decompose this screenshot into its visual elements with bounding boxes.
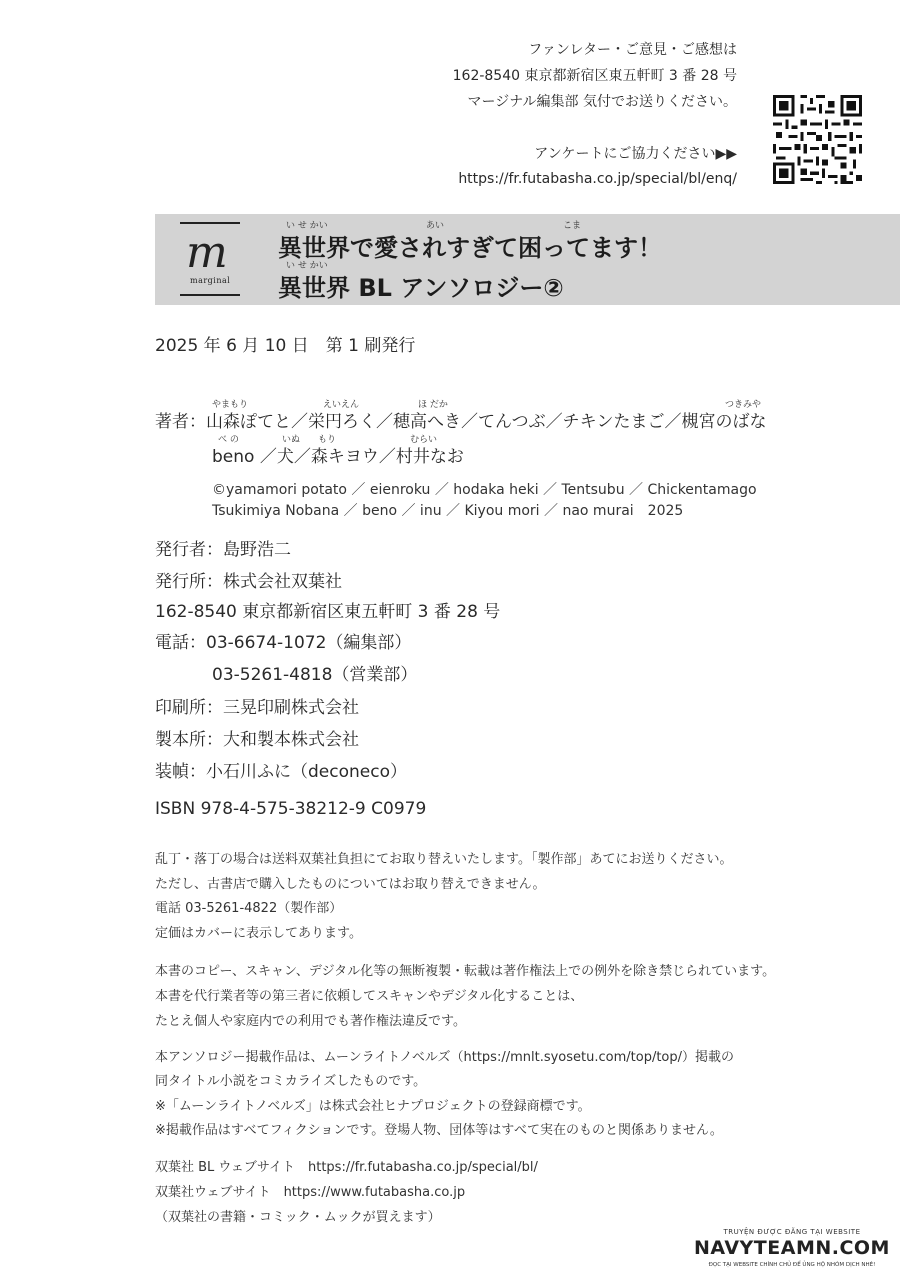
note-line: ※掲載作品はすべてフィクションです。登場人物、団体等はすべて実在のものと関係ありません。 bbox=[155, 1123, 723, 1138]
issuer: 発行者：島野浩二 bbox=[155, 540, 291, 560]
note-line: ただし、古書店で購入したものについてはお取り替えできません。 bbox=[155, 877, 546, 892]
note-line: 本書を代行業者等の第三者に依頼してスキャンやデジタル化することは、 bbox=[155, 989, 584, 1004]
ruby-beno: べ の bbox=[218, 435, 239, 445]
ruby-eien: えいえん bbox=[323, 400, 360, 410]
note-line: 本アンソロジー掲載作品は、ムーンライトノベルズ（https://mnlt.syosetu.com/top/top/）掲載の bbox=[155, 1050, 735, 1065]
copyright-line-2: Tsukimiya Nobana ／ beno ／ inu ／ Kiyou mori ／ nao murai 2025 bbox=[212, 503, 684, 519]
fan-letter-line-1: ファンレター・ご意見・ご感想は bbox=[528, 42, 737, 58]
note-line: 定価はカバーに表示してあります。 bbox=[155, 926, 362, 941]
ruby-murai: むらい bbox=[410, 435, 438, 445]
ruby-koma: こま bbox=[563, 221, 582, 231]
authors-line-1: 著者：山森ぽてと／栄円ろく／穂高へき／てんつぶ／チキンたまご／槻宮のばな bbox=[155, 412, 767, 432]
survey-url[interactable]: https://fr.futabasha.co.jp/special/bl/enq/ bbox=[458, 171, 737, 187]
note-line: 同タイトル小説をコミカライズしたものです。 bbox=[155, 1074, 427, 1089]
publishing-company: 発行所：株式会社双葉社 bbox=[155, 572, 342, 592]
ruby-isekai: い せ かい bbox=[286, 221, 328, 231]
phone-sales: 03-5261-4818（営業部） bbox=[212, 665, 418, 685]
survey-prompt: アンケートにご協力ください▶▶ bbox=[534, 146, 737, 162]
printer: 印刷所：三晃印刷株式会社 bbox=[155, 698, 359, 718]
note-line: ※「ムーンライトノベルズ」は株式会社ヒナプロジェクトの登録商標です。 bbox=[155, 1099, 591, 1114]
book-title-line-1: 異世界で愛されすぎて困ってます！ bbox=[278, 234, 662, 262]
ruby-tsukimiya: つきみや bbox=[725, 400, 762, 410]
ruby-isekai-2: い せ かい bbox=[286, 261, 328, 271]
qr-code-icon[interactable] bbox=[773, 95, 862, 184]
ruby-ai: あい bbox=[426, 221, 445, 231]
copyright-line-1: ©yamamori potato ／ eienroku ／ hodaka heki ／ Tentsubu ／ Chickentamago bbox=[212, 482, 757, 498]
authors-line-2: beno ／犬／森キヨウ／村井なお bbox=[212, 447, 464, 467]
marginal-logo: m marginal bbox=[180, 222, 240, 296]
note-line: 電話 03-5261-4822（製作部） bbox=[155, 901, 343, 916]
note-line: たとえ個人や家庭内での利用でも著作権法違反です。 bbox=[155, 1014, 466, 1029]
isbn: ISBN 978-4-575-38212-9 C0979 bbox=[155, 799, 427, 819]
note-line: 乱丁・落丁の場合は送料双葉社負担にてお取り替えいたします。「製作部」あてにお送りください。 bbox=[155, 852, 733, 867]
ruby-mori: もり bbox=[318, 435, 337, 445]
publisher-address: 162-8540 東京都新宿区東五軒町 3 番 28 号 bbox=[155, 602, 501, 622]
binder: 製本所：大和製本株式会社 bbox=[155, 730, 359, 750]
ruby-hodaka: ほ だか bbox=[418, 400, 448, 410]
website-note: （双葉社の書籍・コミック・ムックが買えます） bbox=[155, 1210, 441, 1225]
website-bl[interactable]: 双葉社 BL ウェブサイト https://fr.futabasha.co.jp/special/bl/ bbox=[155, 1160, 538, 1175]
ruby-yamamori: やまもり bbox=[212, 400, 249, 410]
book-title-line-2: 異世界 BL アンソロジー② bbox=[278, 274, 564, 302]
fan-letter-address: 162-8540 東京都新宿区東五軒町 3 番 28 号 bbox=[452, 68, 737, 84]
phone-editorial: 電話：03-6674-1072（編集部） bbox=[155, 633, 412, 653]
ruby-inu: いぬ bbox=[282, 435, 301, 445]
website-main[interactable]: 双葉社ウェブサイト https://www.futabasha.co.jp bbox=[155, 1185, 466, 1200]
note-line: 本書のコピー、スキャン、デジタル化等の無断複製・転載は著作権法上での例外を除き禁じられています。 bbox=[155, 964, 776, 979]
fan-letter-dept: マージナル編集部 気付でお送りください。 bbox=[467, 94, 737, 110]
book-design: 装幀：小石川ふに（deconeco） bbox=[155, 762, 407, 782]
watermark-badge: TRUYỆN ĐƯỢC ĐĂNG TẠI WEBSITE NAVYTEAMN.COM ĐỌC TẠI WEBSITE CHÍNH CHỦ ĐỂ ỦNG HỘ NHÓM DỊCH NHÉ! bbox=[694, 1228, 890, 1268]
issue-date: 2025 年 6 月 10 日 第 1 刷発行 bbox=[155, 336, 416, 356]
